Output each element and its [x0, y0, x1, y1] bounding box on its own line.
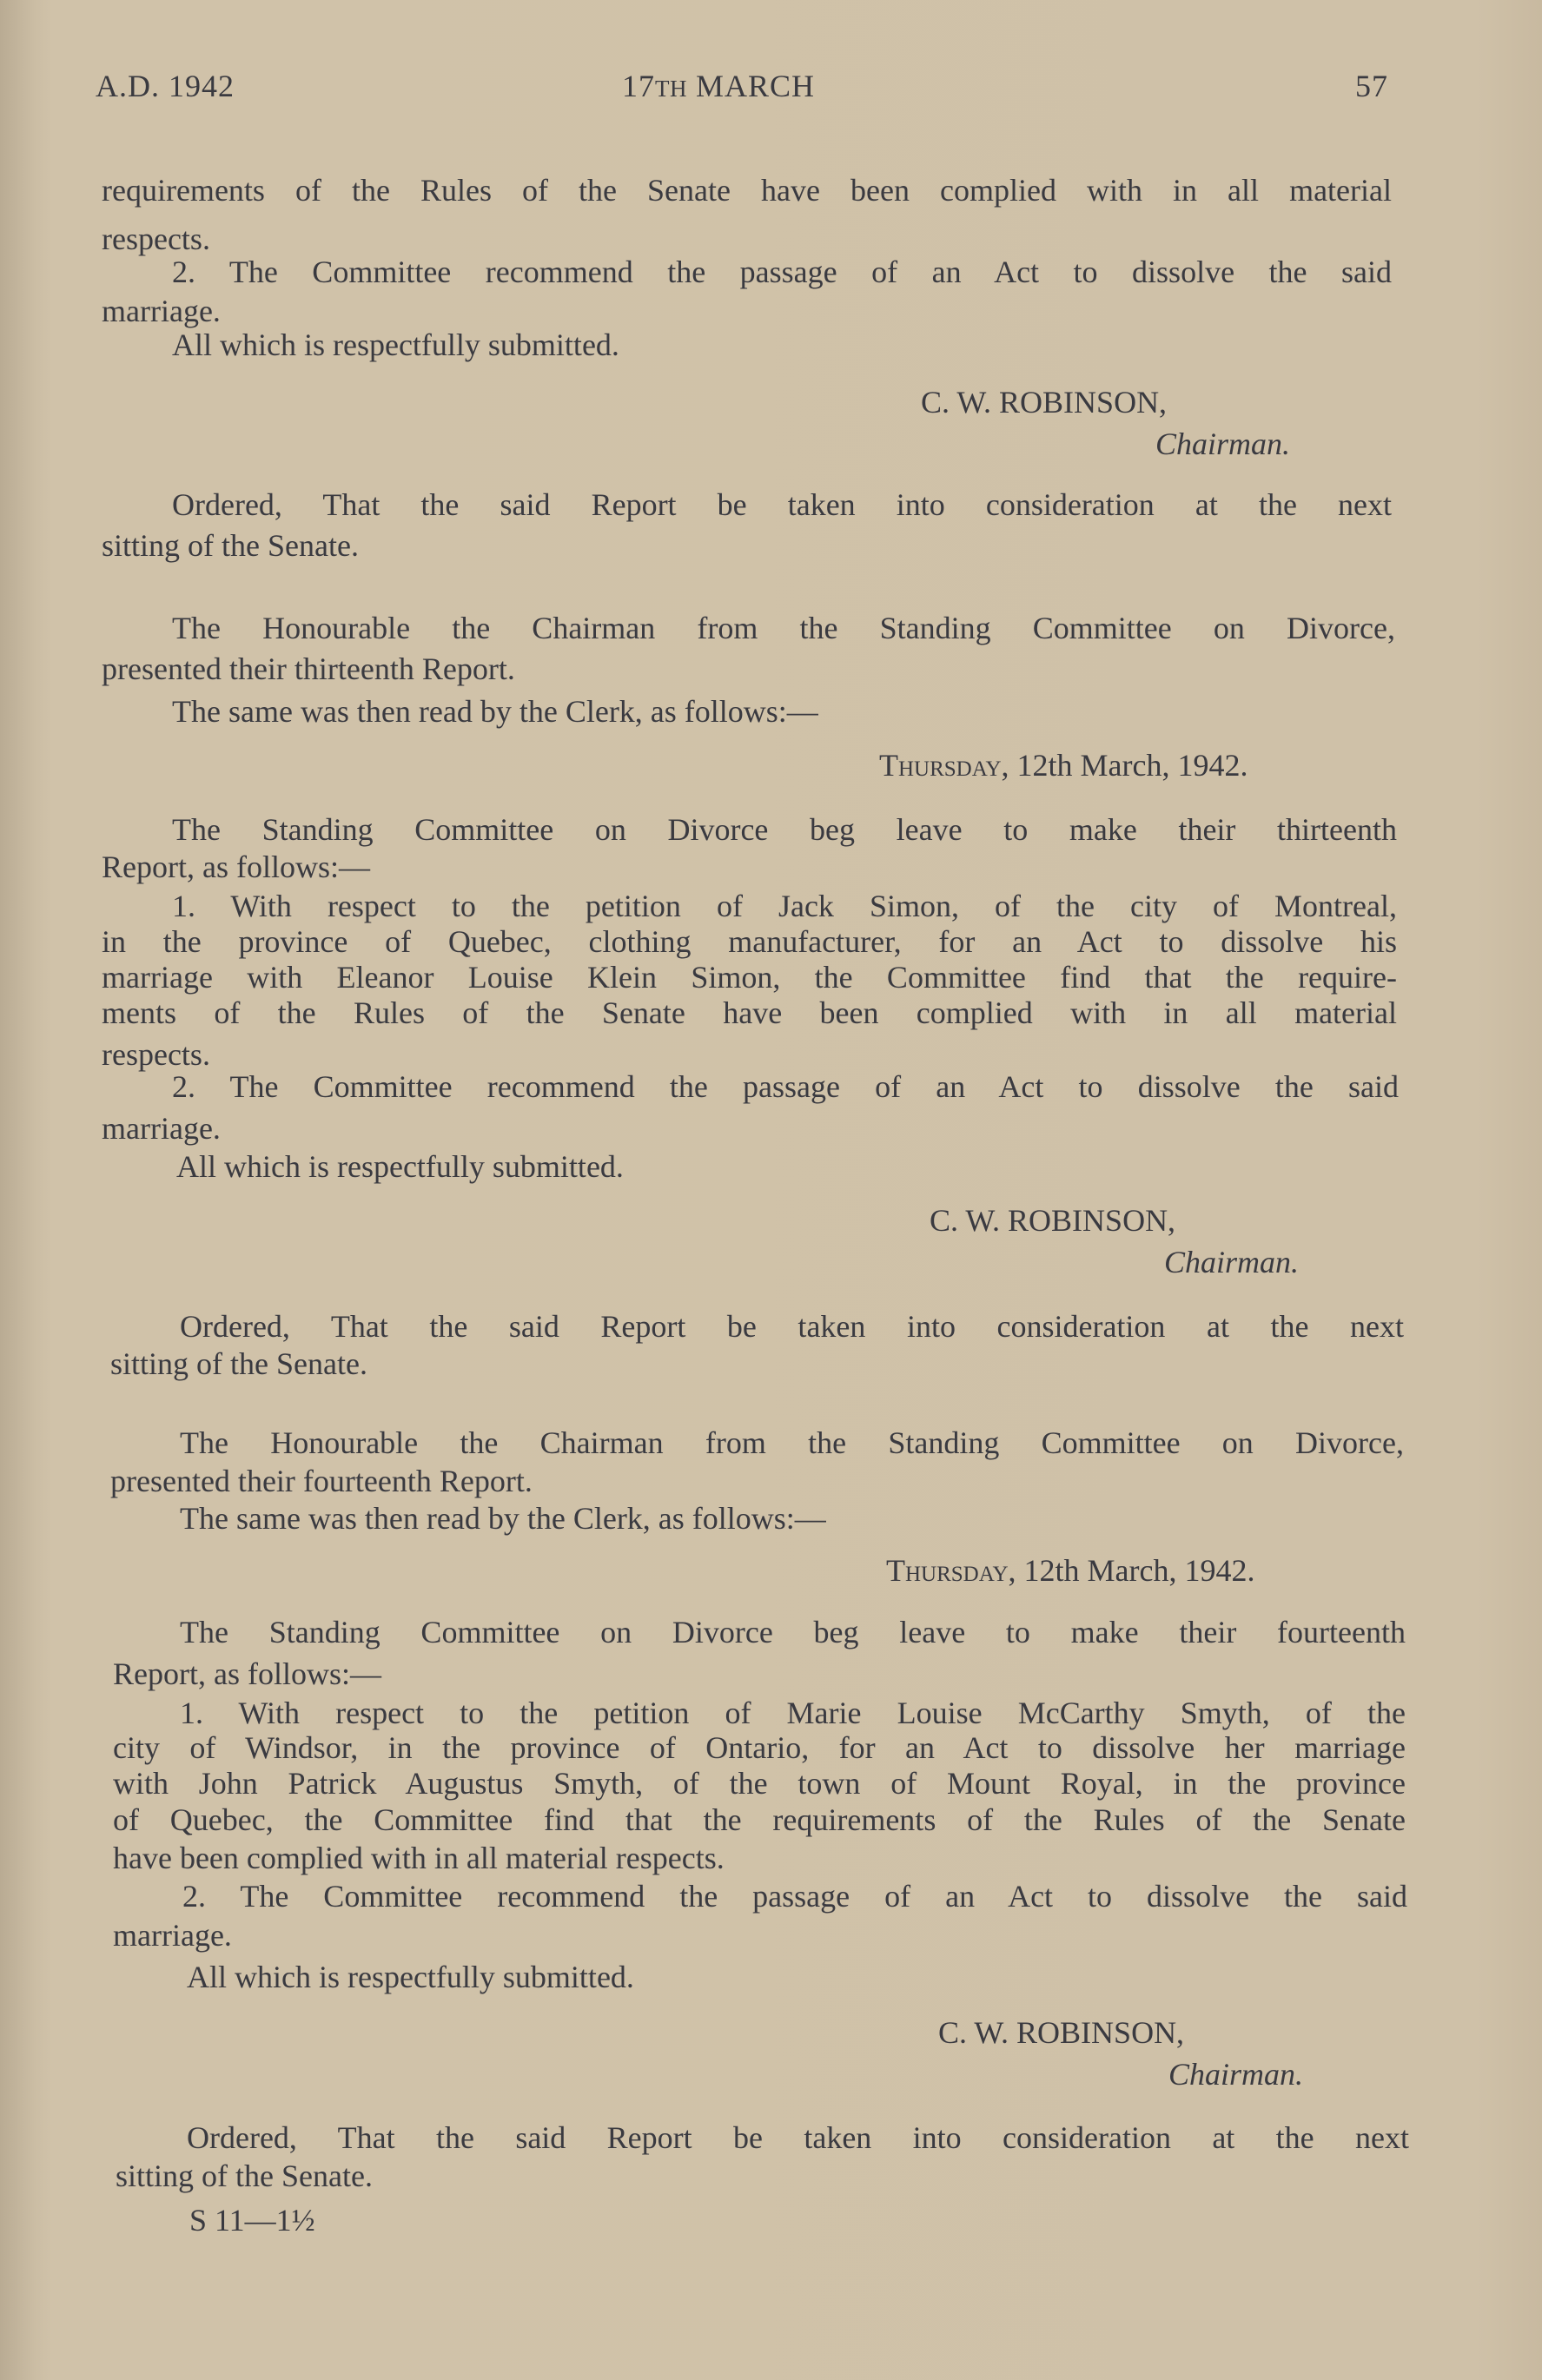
page-number: 57 [1355, 69, 1388, 103]
dateline [879, 747, 1248, 783]
text-line: 2. The Committee recommend the passage of an Act to dissolve the said [182, 1879, 1407, 1914]
text-line: 2. The Committee recommend the passage of an Act to dissolve the said [172, 1069, 1399, 1104]
text-line: All which is respectfully submitted. [172, 327, 619, 362]
text-line: The same was then read by the Clerk, as follows:— [172, 694, 818, 729]
dateline-day: Thursday [886, 1553, 1009, 1588]
text-line: The Honourable the Chairman from the Standing Committee on Divorce, [172, 611, 1395, 645]
text-line: city of Windsor, in the province of Ontario, for an Act to dissolve her marriage [113, 1730, 1406, 1765]
text-line: Report, as follows:— [102, 850, 370, 884]
header-year: A.D. 1942 [96, 69, 235, 103]
text-line: marriage. [113, 1918, 232, 1953]
text-line: The Standing Committee on Divorce beg leave to make their thirteenth [172, 812, 1397, 847]
text-line: marriage with Eleanor Louise Klein Simon, the Committee find that the require- [102, 960, 1397, 995]
text-line: respects. [102, 221, 210, 256]
text-line: requirements of the Rules of the Senate have been complied with in all material [102, 173, 1392, 208]
header-date-suffix: TH [655, 76, 687, 102]
signer-title: Chairman. [1168, 2057, 1304, 2092]
signer-name: C. W. ROBINSON, [921, 385, 1168, 420]
text-line: Ordered, That the said Report be taken into consideration at the next [187, 2120, 1409, 2155]
signer-title: Chairman. [1155, 426, 1291, 461]
text-line: 2. The Committee recommend the passage of an Act to dissolve the said [172, 255, 1392, 289]
header-date-prefix: 17 [622, 69, 655, 103]
text-line: in the province of Quebec, clothing manufacturer, for an Act to dissolve his [102, 924, 1397, 959]
text-line: The Honourable the Chairman from the Standing Committee on Divorce, [180, 1425, 1404, 1460]
text-line: of Quebec, the Committee find that the requirements of the Rules of the Senate [113, 1802, 1406, 1837]
text-line: presented their thirteenth Report. [102, 651, 515, 686]
signer-name: C. W. ROBINSON, [930, 1203, 1176, 1238]
dateline-rest: , 12th March, 1942. [1001, 748, 1248, 783]
text-line: Ordered, That the said Report be taken into consideration at the next [180, 1309, 1404, 1344]
text-line: sitting of the Senate. [110, 1346, 367, 1381]
text-line: respects. [102, 1037, 210, 1072]
text-line: Report, as follows:— [113, 1656, 381, 1691]
text-line: presented their fourteenth Report. [110, 1464, 533, 1498]
text-line: All which is respectfully submitted. [176, 1149, 624, 1184]
signature-mark: S 11—1½ [189, 2203, 315, 2238]
text-line: The Standing Committee on Divorce beg leave to make their fourteenth [180, 1615, 1406, 1649]
text-line: marriage. [102, 294, 221, 328]
dateline-rest: , 12th March, 1942. [1008, 1553, 1255, 1588]
text-line: 1. With respect to the petition of Jack Simon, of the city of Montreal, [172, 889, 1397, 923]
text-line: sitting of the Senate. [102, 528, 359, 563]
text-line: sitting of the Senate. [116, 2159, 373, 2193]
header-date-month: MARCH [687, 69, 816, 103]
signer-name: C. W. ROBINSON, [938, 2015, 1185, 2050]
text-line: All which is respectfully submitted. [187, 1960, 634, 1994]
text-line: Ordered, That the said Report be taken into consideration at the next [172, 487, 1392, 522]
dateline [886, 1552, 1255, 1589]
text-line: have been complied with in all material respects. [113, 1841, 725, 1875]
text-line: The same was then read by the Clerk, as follows:— [180, 1501, 826, 1536]
text-line: ments of the Rules of the Senate have been complied with in all material [102, 995, 1397, 1030]
text-line: 1. With respect to the petition of Marie Louise McCarthy Smyth, of the [180, 1696, 1406, 1730]
header-date [622, 68, 815, 104]
text-line: with John Patrick Augustus Smyth, of the town of Mount Royal, in the province [113, 1766, 1406, 1801]
dateline-day: Thursday [879, 748, 1002, 783]
signer-title: Chairman. [1164, 1245, 1300, 1279]
text-line: marriage. [102, 1111, 221, 1146]
